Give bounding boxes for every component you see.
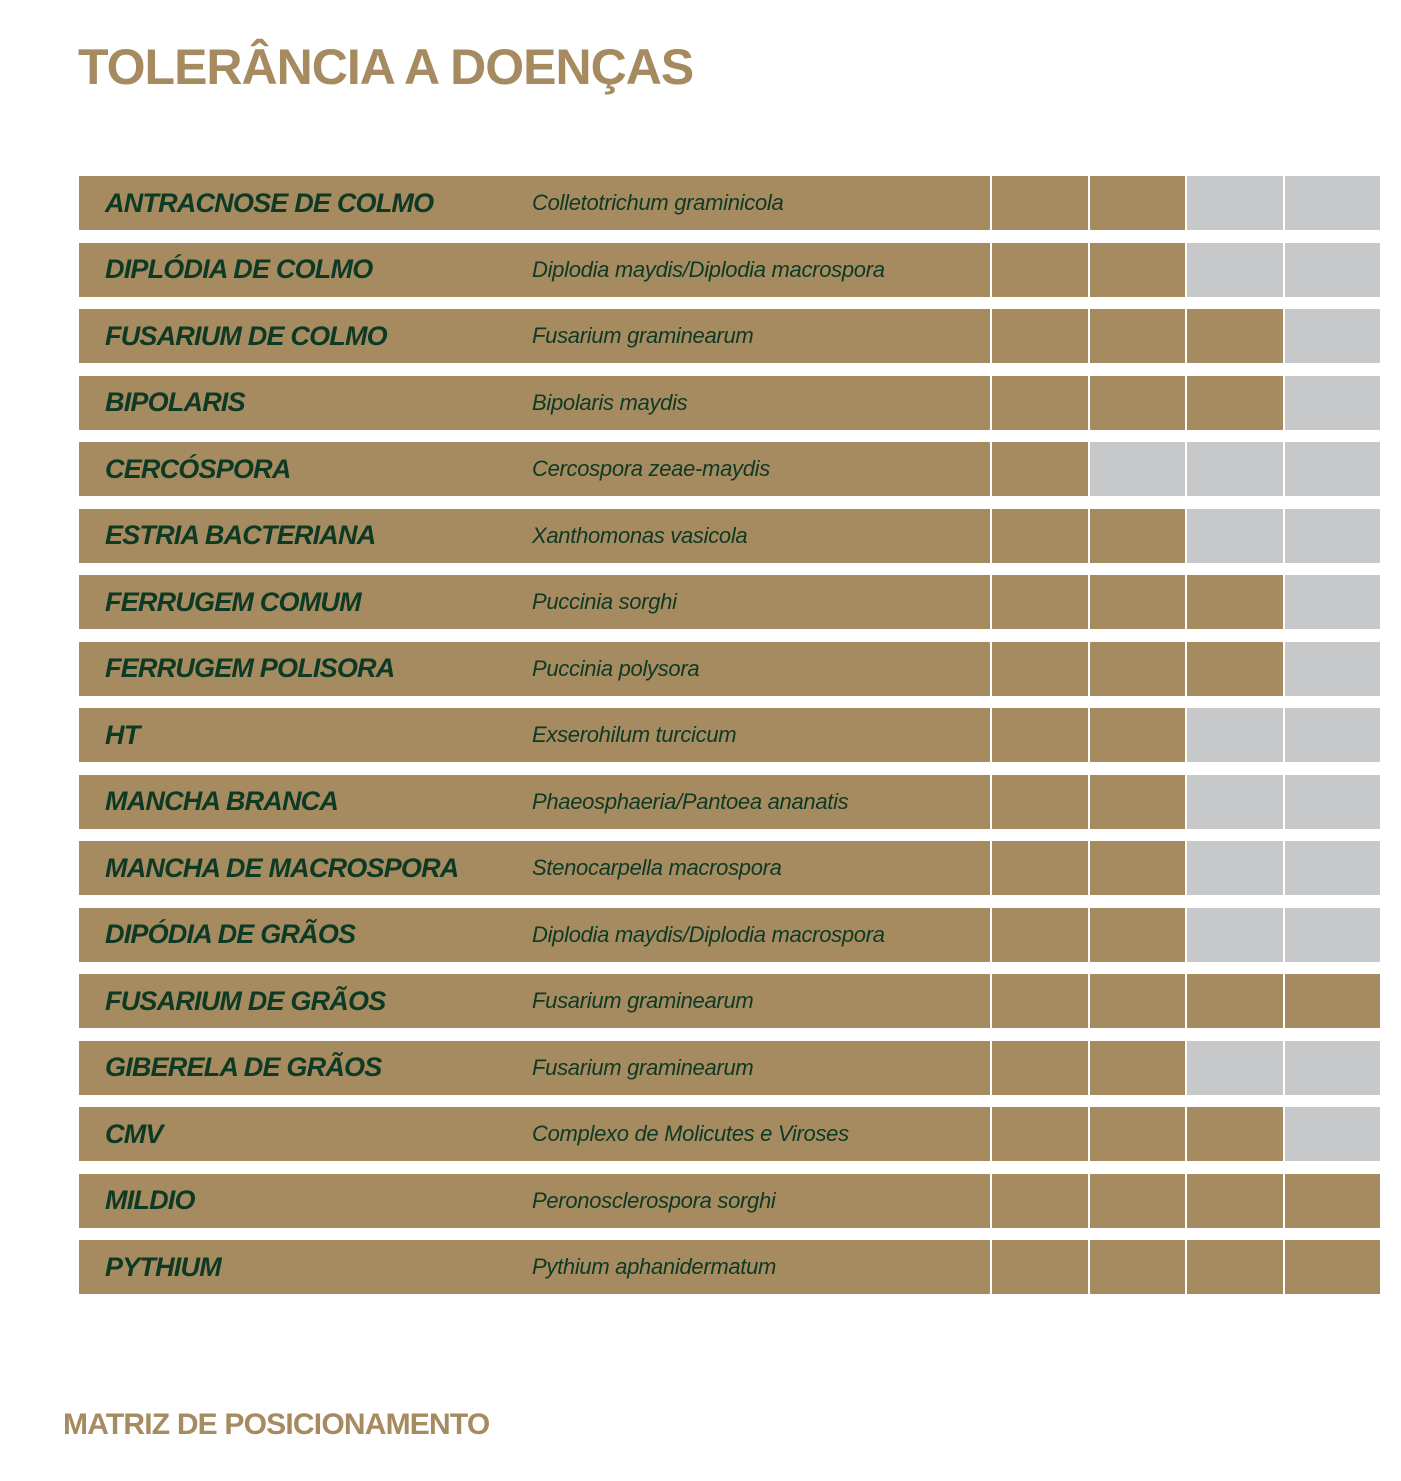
rating-cell bbox=[1090, 243, 1186, 297]
rating-cell bbox=[992, 974, 1088, 1028]
disease-cell bbox=[79, 642, 990, 696]
rating-cell bbox=[1187, 908, 1283, 962]
disease-name: MANCHA BRANCA bbox=[105, 786, 339, 816]
disease-cell bbox=[79, 376, 990, 430]
pathogen-name: Phaeosphaeria/Pantoea ananatis bbox=[532, 788, 849, 814]
disease-cell bbox=[79, 442, 990, 496]
disease-name: HT bbox=[105, 719, 140, 750]
rating-cell bbox=[1090, 708, 1186, 762]
table-row bbox=[79, 642, 1381, 696]
rating-cell bbox=[1090, 908, 1186, 962]
table-row bbox=[79, 442, 1381, 496]
disease-cell bbox=[79, 841, 990, 895]
rating-cell bbox=[992, 1174, 1088, 1228]
table-row bbox=[79, 376, 1381, 430]
rating-cell bbox=[1090, 442, 1186, 496]
rating-cell bbox=[992, 841, 1088, 895]
table-row bbox=[79, 1041, 1381, 1095]
rating-cell bbox=[992, 442, 1088, 496]
rating-cell bbox=[1090, 974, 1186, 1028]
rating-cell bbox=[992, 1240, 1088, 1294]
pathogen-name: Colletotrichum graminicola bbox=[532, 190, 784, 215]
rating-cell bbox=[1090, 1107, 1186, 1161]
table-row bbox=[79, 1174, 1381, 1228]
rating-cell bbox=[992, 243, 1088, 297]
rating-cell bbox=[1285, 1240, 1381, 1294]
rating-cell bbox=[1187, 775, 1283, 829]
page-title: TOLERÂNCIA A DOENÇAS bbox=[78, 39, 694, 95]
rating-cell bbox=[992, 908, 1088, 962]
rating-cell bbox=[992, 642, 1088, 696]
disease-name: PYTHIUM bbox=[105, 1251, 221, 1282]
rating-cell bbox=[1187, 176, 1283, 230]
pathogen-name: Pythium aphanidermatum bbox=[532, 1254, 777, 1279]
rating-cell bbox=[1285, 309, 1381, 363]
rating-cell bbox=[1187, 1174, 1283, 1228]
pathogen-name: Diplodia maydis/Diplodia macrospora bbox=[532, 921, 885, 947]
table-row bbox=[79, 176, 1381, 230]
rating-cell bbox=[1285, 1174, 1381, 1228]
rating-cell bbox=[992, 176, 1088, 230]
pathogen-name: Xanthomonas vasicola bbox=[532, 522, 748, 548]
rating-cell bbox=[992, 309, 1088, 363]
table-row bbox=[79, 708, 1381, 762]
rating-cell bbox=[1187, 708, 1283, 762]
disease-name: FUSARIUM DE COLMO bbox=[105, 320, 387, 351]
disease-name: ESTRIA BACTERIANA bbox=[105, 520, 376, 550]
table-row bbox=[79, 1240, 1381, 1294]
disease-cell bbox=[79, 1041, 990, 1095]
rating-cell bbox=[1090, 1174, 1186, 1228]
rating-cell bbox=[1285, 841, 1381, 895]
pathogen-name: Diplodia maydis/Diplodia macrospora bbox=[532, 256, 885, 282]
table-row bbox=[79, 243, 1381, 297]
rating-cell bbox=[1285, 243, 1381, 297]
rating-cell bbox=[1285, 509, 1381, 563]
rating-cell bbox=[992, 708, 1088, 762]
table-row bbox=[79, 775, 1381, 829]
rating-cell bbox=[1090, 1240, 1186, 1294]
rating-cell bbox=[1187, 575, 1283, 629]
rating-cell bbox=[992, 1107, 1088, 1161]
disease-name: GIBERELA DE GRÃOS bbox=[105, 1052, 382, 1082]
disease-name: CERCÓSPORA bbox=[105, 453, 291, 484]
disease-cell bbox=[79, 775, 990, 829]
rating-cell bbox=[1090, 509, 1186, 563]
disease-cell bbox=[79, 176, 990, 230]
rating-cell bbox=[1285, 575, 1381, 629]
disease-cell bbox=[79, 974, 990, 1028]
table-row bbox=[79, 1107, 1381, 1161]
pathogen-name: Exserohilum turcicum bbox=[532, 722, 737, 747]
pathogen-name: Puccinia sorghi bbox=[532, 589, 677, 614]
rating-cell bbox=[1285, 775, 1381, 829]
pathogen-name: Stenocarpella macrospora bbox=[532, 855, 782, 880]
rating-cell bbox=[1187, 243, 1283, 297]
rating-cell bbox=[1187, 1107, 1283, 1161]
disease-tolerance-table bbox=[79, 176, 1381, 1307]
table-row bbox=[79, 509, 1381, 563]
rating-cell bbox=[1090, 309, 1186, 363]
rating-cell bbox=[992, 1041, 1088, 1095]
rating-cell bbox=[1090, 575, 1186, 629]
pathogen-name: Fusarium graminearum bbox=[532, 1054, 754, 1080]
rating-cell bbox=[992, 575, 1088, 629]
disease-cell bbox=[79, 309, 990, 363]
table-row bbox=[79, 309, 1381, 363]
disease-name: FERRUGEM POLISORA bbox=[105, 653, 395, 683]
disease-name: DIPLÓDIA DE COLMO bbox=[105, 254, 373, 284]
table-row bbox=[79, 841, 1381, 895]
rating-cell bbox=[1090, 1041, 1186, 1095]
table-row bbox=[79, 908, 1381, 962]
rating-cell bbox=[1090, 642, 1186, 696]
rating-cell bbox=[1285, 642, 1381, 696]
disease-cell bbox=[79, 509, 990, 563]
rating-cell bbox=[1090, 841, 1186, 895]
rating-cell bbox=[1090, 176, 1186, 230]
rating-cell bbox=[1285, 1041, 1381, 1095]
pathogen-name: Cercospora zeae-maydis bbox=[532, 456, 770, 481]
rating-cell bbox=[1090, 775, 1186, 829]
disease-name: BIPOLARIS bbox=[105, 387, 245, 417]
rating-cell bbox=[1187, 376, 1283, 430]
disease-cell bbox=[79, 243, 990, 297]
disease-name: MILDIO bbox=[105, 1185, 195, 1215]
rating-cell bbox=[1285, 442, 1381, 496]
table-row bbox=[79, 974, 1381, 1028]
rating-cell bbox=[992, 509, 1088, 563]
rating-cell bbox=[1285, 974, 1381, 1028]
rating-cell bbox=[1187, 642, 1283, 696]
disease-name: MANCHA DE MACROSPORA bbox=[105, 852, 459, 883]
disease-cell bbox=[79, 908, 990, 962]
table-row bbox=[79, 575, 1381, 629]
pathogen-name: Complexo de Molicutes e Viroses bbox=[532, 1121, 849, 1146]
disease-cell bbox=[79, 575, 990, 629]
disease-cell bbox=[79, 1174, 990, 1228]
rating-cell bbox=[992, 775, 1088, 829]
footer-title: MATRIZ DE POSICIONAMENTO bbox=[63, 1408, 490, 1441]
rating-cell bbox=[1187, 974, 1283, 1028]
disease-cell bbox=[79, 708, 990, 762]
rating-cell bbox=[1187, 1041, 1283, 1095]
disease-name: FUSARIUM DE GRÃOS bbox=[105, 985, 386, 1016]
rating-cell bbox=[1187, 442, 1283, 496]
disease-name: DIPÓDIA DE GRÃOS bbox=[105, 919, 356, 949]
disease-name: ANTRACNOSE DE COLMO bbox=[105, 187, 434, 218]
rating-cell bbox=[1187, 1240, 1283, 1294]
disease-name: FERRUGEM COMUM bbox=[105, 586, 361, 617]
rating-cell bbox=[1187, 509, 1283, 563]
rating-cell bbox=[1285, 908, 1381, 962]
rating-cell bbox=[1090, 376, 1186, 430]
disease-cell bbox=[79, 1107, 990, 1161]
pathogen-name: Fusarium graminearum bbox=[532, 988, 754, 1013]
rating-cell bbox=[992, 376, 1088, 430]
rating-cell bbox=[1285, 176, 1381, 230]
pathogen-name: Puccinia polysora bbox=[532, 655, 700, 681]
rating-cell bbox=[1187, 841, 1283, 895]
rating-cell bbox=[1285, 708, 1381, 762]
rating-cell bbox=[1285, 376, 1381, 430]
rating-cell bbox=[1187, 309, 1283, 363]
rating-cell bbox=[1285, 1107, 1381, 1161]
pathogen-name: Bipolaris maydis bbox=[532, 389, 688, 415]
disease-cell bbox=[79, 1240, 990, 1294]
pathogen-name: Peronosclerospora sorghi bbox=[532, 1187, 776, 1213]
pathogen-name: Fusarium graminearum bbox=[532, 323, 754, 348]
disease-name: CMV bbox=[105, 1118, 163, 1149]
